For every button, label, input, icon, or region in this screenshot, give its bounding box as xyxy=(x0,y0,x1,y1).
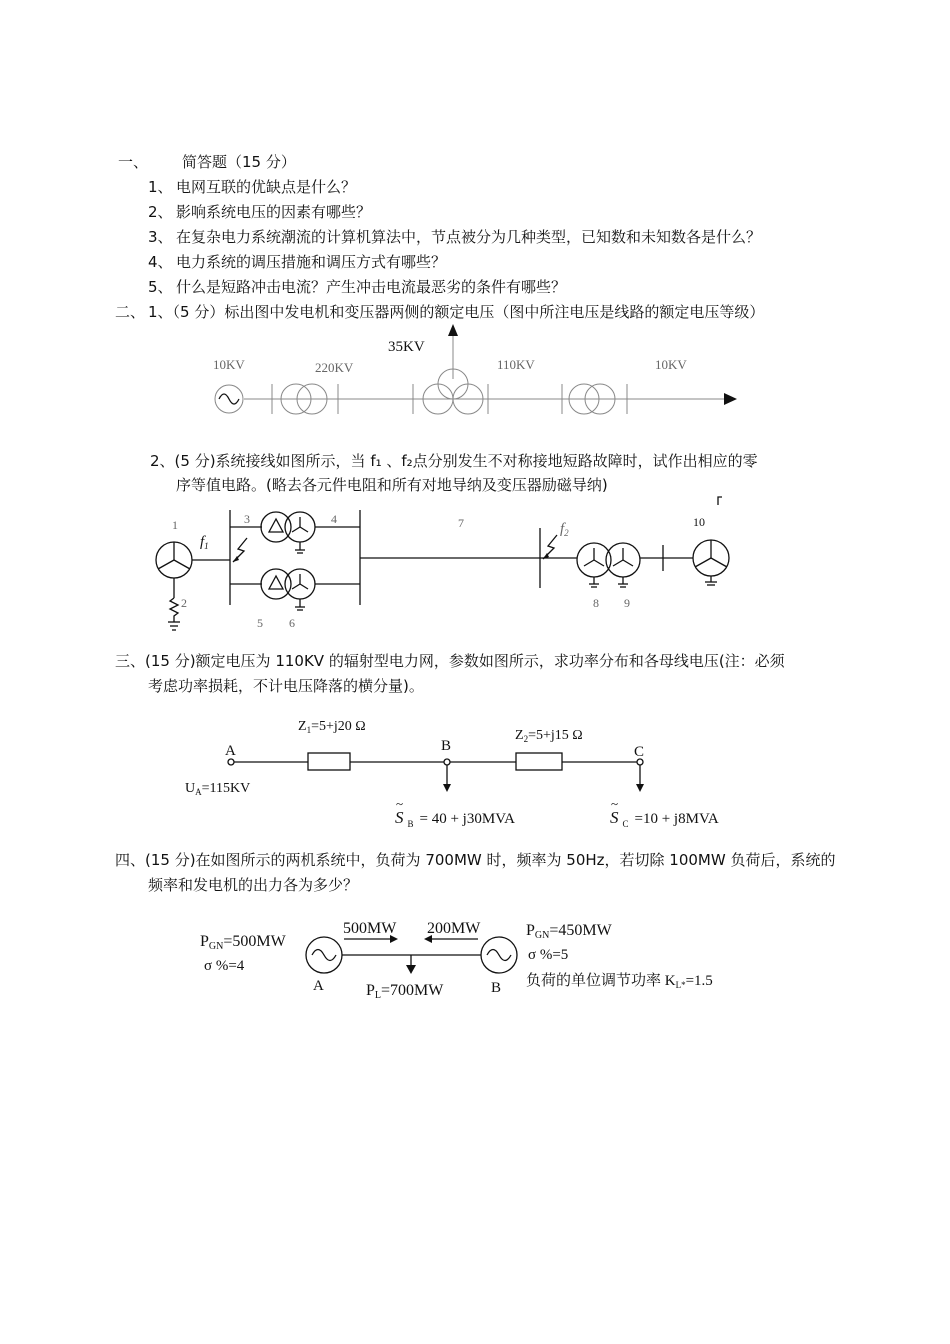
generator-b-symbol xyxy=(481,937,517,973)
node-b-label: B xyxy=(441,738,452,754)
question-1-5-text: 什么是短路冲击电流？产生冲击电流最恶劣的条件有哪些？ xyxy=(176,278,567,296)
svg-text:~: ~ xyxy=(396,796,404,811)
generator-a-symbol xyxy=(306,937,342,973)
label-220kv: 220KV xyxy=(315,360,354,375)
impedance-z2-label: $Z_2=5+j15$ Ω xyxy=(515,728,583,744)
question-3-line2: 考虑功率损耗，不计电压降落的横分量)。 xyxy=(148,677,424,695)
label-110kv: 110KV xyxy=(497,357,535,372)
load-regulation-label: 负荷的单位调节功率 $K_{L*}=1.5$ xyxy=(526,973,713,990)
question-2-2-line2: 序等值电路。(略去各元件电阻和所有对地导纳及变压器励磁导纳) xyxy=(176,476,608,494)
node-2-label: 2 xyxy=(181,596,187,610)
node-10-label: 10 xyxy=(693,515,705,529)
node-c-label: C xyxy=(634,744,645,760)
load-pl-label: PL=700MW xyxy=(366,982,444,1001)
pgn-b-label: PGN=450MW xyxy=(526,922,612,941)
question-1-1-number: 1、 xyxy=(148,178,173,196)
pgn-a-label: PGN=500MW xyxy=(200,933,286,952)
node-a-label: A xyxy=(225,743,236,759)
node-9-label: 9 xyxy=(624,596,630,610)
impedance-z1-label: $Z_1=5+j20$ Ω xyxy=(298,719,366,735)
flow-200mw-label: 200MW xyxy=(427,920,481,937)
load-arrow-icon xyxy=(406,965,416,974)
fault-f1-label: $f_1$ xyxy=(200,534,209,551)
question-1-3-number: 3、 xyxy=(148,228,173,246)
question-1-1-text: 电网互联的优缺点是什么？ xyxy=(176,178,357,196)
question-1-5-number: 5、 xyxy=(148,278,173,296)
fault-f2-label: $f_2$ xyxy=(560,521,569,538)
question-1-4-text: 电力系统的调压措施和调压方式有哪些？ xyxy=(176,253,447,271)
sigma-b-label: σ %=5 xyxy=(528,947,569,963)
question-1-3-text: 在复杂电力系统潮流的计算机算法中，节点被分为几种类型，已知数和未知数各是什么？ xyxy=(176,228,762,246)
node-4-label: 4 xyxy=(331,512,337,526)
label-35kv: 35KV xyxy=(388,339,425,355)
section1-number: 一、 xyxy=(118,153,149,171)
node-7-label: 7 xyxy=(458,516,464,530)
question-3-line1: 三、(15 分)额定电压为 110KV 的辐射型电力网，参数如图所示，求功率分布和各母线电压(注：必须 xyxy=(115,652,785,670)
generator-a-label: A xyxy=(313,978,324,994)
question-4-line2: 频率和发电机的出力各为多少？ xyxy=(148,876,359,894)
label-10kv-left: 10KV xyxy=(213,357,245,372)
generator-b-label: B xyxy=(491,980,502,996)
question-1-2-number: 2、 xyxy=(148,203,173,221)
question-2-1-text: 1、（5 分）标出图中发电机和变压器两侧的额定电压（图中所注电压是线路的额定电压等级） xyxy=(148,303,765,321)
svg-text:~: ~ xyxy=(611,796,619,811)
node-8-label: 8 xyxy=(593,596,599,610)
flow-500mw-label: 500MW xyxy=(343,920,397,937)
node-5-label: 5 xyxy=(257,616,263,630)
voltage-ua-label: $U_A=115KV$ xyxy=(185,781,251,797)
question-1-2-text: 影响系统电压的因素有哪些？ xyxy=(176,203,372,221)
load-sb-label: S $_B$ = 40 + j30MVA xyxy=(395,808,515,829)
question-1-4-number: 4、 xyxy=(148,253,173,271)
question-4-line1: 四、(15 分)在如图所示的两机系统中，负荷为 700MW 时，频率为 50Hz，若切除 100MW 负荷后，系统的 xyxy=(115,851,836,869)
question-2-2-line1: 2、(5 分)系统接线如图所示，当 f₁ 、f₂点分别发生不对称接地短路故障时，试作出相应的零 xyxy=(150,452,758,470)
label-10kv-right: 10KV xyxy=(655,357,687,372)
node-3-label: 3 xyxy=(244,512,250,526)
load-sc-label: S $_C$ =10 + j8MVA xyxy=(610,808,719,829)
section1-title: 简答题（15 分） xyxy=(182,153,296,171)
sigma-a-label: σ %=4 xyxy=(204,958,245,974)
node-6-label: 6 xyxy=(289,616,295,630)
node-1-label: 1 xyxy=(172,518,178,532)
section2-number: 二、 xyxy=(115,303,146,321)
